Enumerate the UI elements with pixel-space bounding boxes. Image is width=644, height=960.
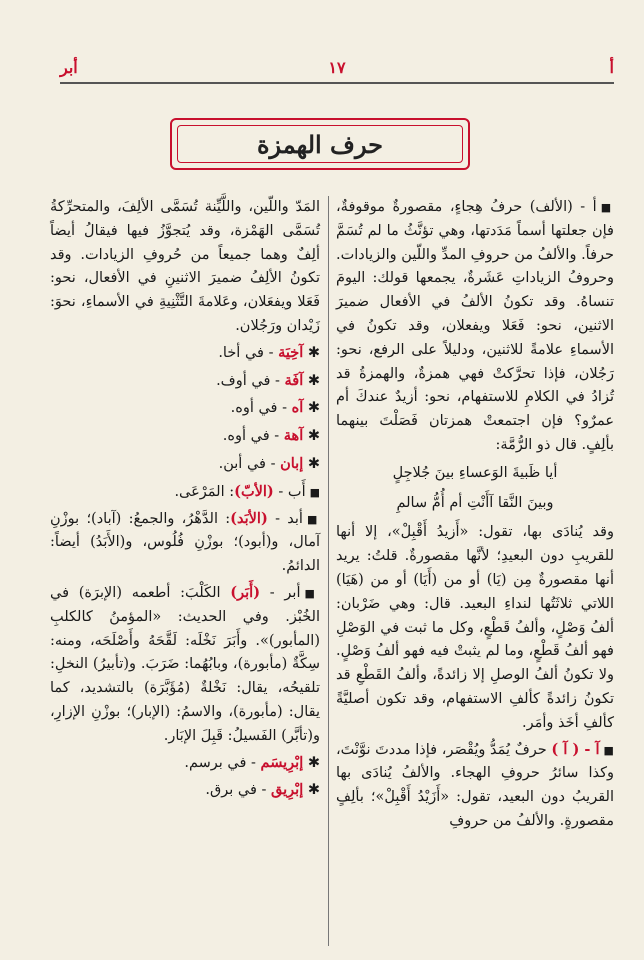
entry-alif: [336, 196, 614, 458]
entry-word: (الأبَد): [230, 509, 268, 527]
entry-word: (أَبَر): [230, 583, 261, 601]
xref-target: - في أوف.: [216, 372, 280, 389]
entry-abar: [50, 581, 320, 749]
xref-word: إبْرِيق: [271, 781, 304, 799]
xref-target: - في برق.: [205, 782, 267, 799]
entry-abb: [50, 480, 320, 505]
entry-abad: [50, 507, 320, 579]
entry-alif-text: أ - (الألف) حرفُ هِجاءٍ، مقصورةٌ موقوفةٌ، فإن جعلتها أسماً مَدَدتها، وهي تؤنَّثُ ما لم تُسَمَّ حرفاً. والألفُ من حروفِ المدِّ واللّين والزيادات. وحروفُ الزياداتِ عَشَرةٌ، يجمعها قولك: اليومَ تنساهُ. وقد تكونُ الألفُ في الأفعال ضميرَ الاثنين، نحو: فَعَلا ويفعلان، وقد تكونُ في الأسماءِ علامةً للاثنين، ودليلاً على الرفع، نحو: رَجُلان، فإذا تحرَّكتْ فهي همزةٌ، والهمزةُ قد تُزادُ في الكلامِ للاستفهام، نحو: أزيدٌ عندكَ أم عمرٌو؟ فإن اجتمعتْ همزتان فَصَلْتَ بينهما بألِفٍ. قال ذو الرُّمَّة:: [336, 199, 614, 453]
xref-akhiya: [50, 341, 320, 366]
page-header: [60, 58, 614, 80]
entry-head: أبر -: [269, 584, 301, 601]
xref-afa: [50, 369, 320, 394]
column-divider: [328, 196, 329, 946]
entry-head: أبد -: [275, 510, 303, 527]
asterisk-icon: ✱: [307, 400, 320, 417]
asterisk-icon: ✱: [307, 782, 320, 799]
entry-alif-madda-text: حرفٌ يُمَدُّ ويُقْصَر، فإذا مددتَ نوَّنْتَ، وكذا سائرُ حروفِ الهجاء. والألفُ يُنادَى بها القريبُ دون البعيد، تقول: «أَزَيْدُ أَقْبِلْ»؛ بألِفٍ مقصورةٍ. والألفُ من حروفِ: [336, 741, 614, 829]
xref-target: - في أبن.: [218, 455, 276, 472]
xref-iban: [50, 452, 320, 477]
square-bullet-icon: ■: [603, 743, 614, 757]
square-bullet-icon: ■: [306, 512, 320, 526]
page-number: ١٧: [328, 58, 346, 77]
asterisk-icon: ✱: [307, 754, 320, 771]
entry-alif-continued: وقد يُنادَى بها، تقول: «أَزيدُ أَقْبِلْ»، إلا أنها للقريبِ دون البعيدِ؛ لأنَّها مقصورةٌ. قلتُ: يريد أنها مقصورةٌ مِن (يَا) أو من (أَيَا) أو من (هَيَا) اللاتي ثلاثَتُها لنداءِ البعيد. قال: وهي ضَرْبان: ألفُ وَصْلٍ، وألفُ قَطْعٍ، وكل ما ثبت في الوَصْلِ فهو ألفُ قَطْعٍ، وما لم يثبتْ فيه فهو ألفُ وَصْلٍ. ولا تكونُ ألفُ الوصلِ إلا زائدةً، وألفُ القَطْعِ قد تكونُ زائدةً كألفِ الاستفهام، وقد تكون أصليَّةً كألفِ أخَذ وأمَر.: [336, 524, 614, 731]
asterisk-icon: ✱: [307, 372, 320, 389]
poem-line-1: أيا ظَبيةَ الوَعساءِ بينَ جُلاجِلٍ: [392, 464, 558, 481]
xref-word: آفَة: [284, 371, 304, 389]
entry-definition: : المَرْعَى.: [174, 483, 235, 500]
entry-head: أَب -: [278, 483, 306, 500]
xref-target: - في أخا.: [218, 344, 274, 361]
entry-alif-madda: [336, 738, 614, 834]
header-rule: [60, 82, 614, 84]
xref-word: إبان: [280, 454, 304, 472]
entry-definition: الكَلْبَ: أطعمه (الإبرَة) في الخُبْز. وفي الحديث: «المؤمنُ كالكلبِ (المأبور)». وأَبَرَ نَخْلَه: لَقَّحَهُ وأَصْلَحَه، ومنه: سِكَّةٌ (مأبورة)، وبابُهُما: ضَرَبَ. و(تأبيرُ) النخلِ: تلقيحُه، يقال: نَخْلةٌ (مُؤَبَّرَة) بالتشديد، كما يقال: (مأبورة)، والاسمُ: (الإبار)؛ بوزْنِ الإزارِ، و(تأبَّر) الفَسيلُ: قَبِلَ الإبَار.: [50, 584, 320, 744]
xref-word: آهة: [283, 427, 304, 445]
entry-alif-madda-head: آ - ( آ ): [551, 740, 600, 758]
asterisk-icon: ✱: [307, 428, 320, 445]
left-paragraph-1: المَدّ واللّين، واللَّيِّنة تُسَمَّى الألِفَ، والمتحرِّكةُ تُسَمَّى الهَمْزة، وقد يُتجوَّزُ فيها فيقالُ أيضاً ألِفٌ وهما جميعاً من حُروفِ الزيادات. وقد تكونُ الألِفُ ضميرَ الاثنينِ في الأفعال، نحو: فَعَلا ويفعَلان، وعَلامةَ التَّثْنِيةِ في الأسماءِ، نحوَ: زَيْدان ورَجُلان.: [50, 199, 320, 334]
asterisk-icon: ✱: [307, 344, 320, 361]
entry-definition: : الدَّهْرُ، والجمعُ: (آباد)؛ بوزْنِ آمال، و(أبود)؛ بوزْنِ فُلُوس، و(الأَبَدُ) أيضاً: الدائمُ.: [50, 510, 320, 575]
xref-ibrisam: [50, 751, 320, 776]
xref-ibriq: [50, 778, 320, 803]
square-bullet-icon: ■: [309, 485, 320, 499]
entry-word: (الأبّ): [234, 482, 274, 500]
xref-word: إبْرِيسَم: [260, 753, 304, 771]
asterisk-icon: ✱: [307, 455, 320, 472]
xref-target: - في أوه.: [230, 400, 287, 417]
poem-line-2: وبينَ النَّقا آأَنْتِ أم أُمُّ سالمِ: [396, 494, 554, 511]
chapter-title-box: [170, 118, 470, 170]
chapter-title: حرف الهمزة: [256, 129, 384, 159]
xref-word: آخِيَة: [278, 343, 304, 361]
header-letter: أ: [609, 58, 614, 77]
xref-ah: [50, 396, 320, 421]
xref-word: آه: [291, 399, 304, 417]
square-bullet-icon: ■: [600, 201, 614, 214]
xref-target: - في أوه.: [222, 428, 280, 445]
right-column: [336, 196, 614, 836]
left-column: [50, 196, 320, 806]
xref-aha: [50, 424, 320, 449]
square-bullet-icon: ■: [304, 586, 320, 600]
xref-target: - في برسم.: [184, 754, 256, 771]
header-root-word: أبر: [60, 58, 78, 77]
